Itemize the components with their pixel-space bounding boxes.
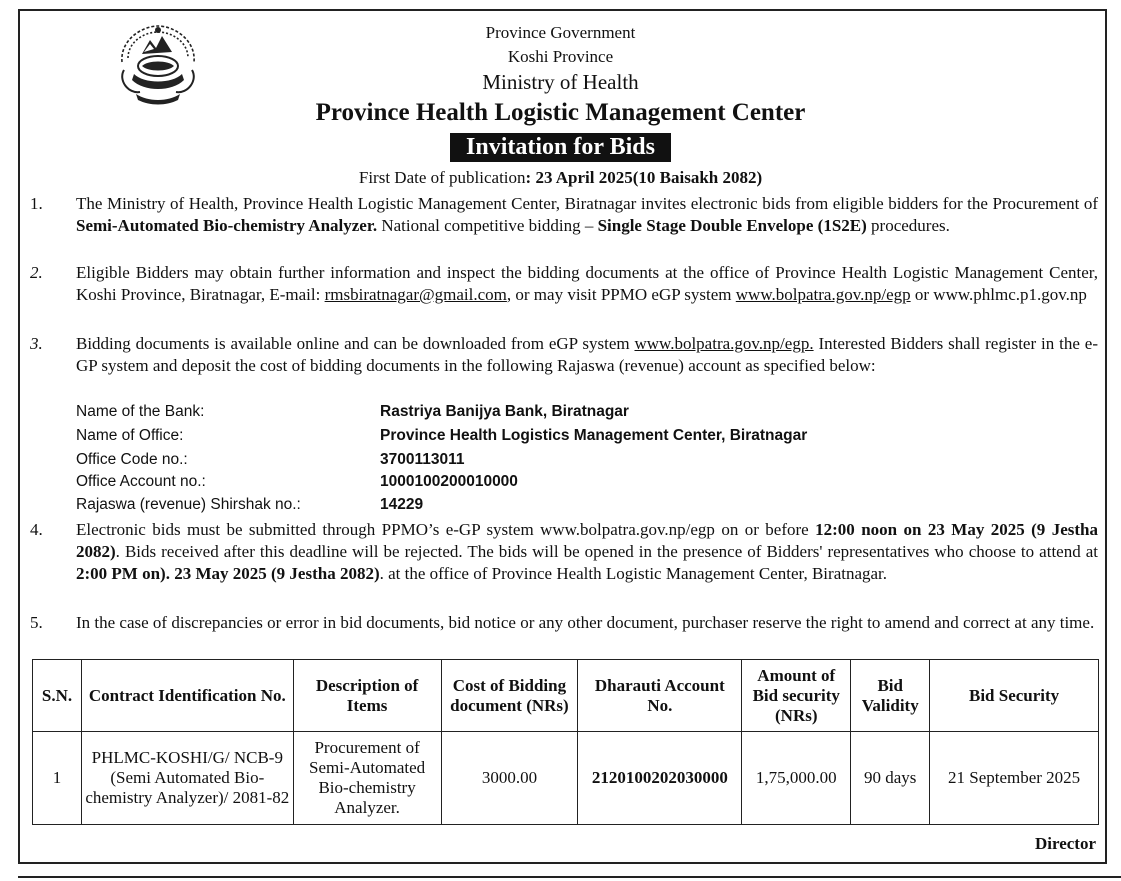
clause-bold: Semi-Automated Bio-chemistry Analyzer. bbox=[76, 216, 378, 235]
province-government-line: Province Government bbox=[485, 23, 636, 42]
shirshak-label: Rajaswa (revenue) Shirshak no.: bbox=[76, 496, 301, 513]
clause-text: The Ministry of Health, Province Health Logistic Management Center, Biratnagar invites electronic bids from eligible bidders for the Procurement of bbox=[76, 194, 1098, 213]
bids-table bbox=[32, 659, 1099, 825]
signature-director: Director bbox=[1034, 834, 1096, 853]
pub-label: First Date of publication bbox=[358, 168, 526, 187]
table-cell: Procurement of Semi-Automated Bio-chemistry Analyzer. bbox=[293, 732, 441, 825]
office-name-value: Province Health Logistics Management Center, Biratnagar bbox=[380, 427, 808, 444]
bottom-rule bbox=[18, 876, 1121, 878]
email-link[interactable]: rmsbiratnagar@gmail.com bbox=[324, 285, 507, 304]
clause-1 bbox=[30, 193, 1098, 237]
clause-text: procedures. bbox=[866, 216, 950, 235]
province-line: Koshi Province bbox=[507, 47, 614, 66]
col-header: Description of Items bbox=[293, 660, 441, 732]
clause-text: National competitive bidding – bbox=[377, 216, 598, 235]
clause-number: 1. bbox=[30, 194, 43, 213]
office-code-label: Office Code no.: bbox=[76, 451, 188, 468]
office-name-label: Name of Office: bbox=[76, 427, 184, 444]
table-cell: 2120100202030000 bbox=[578, 732, 742, 825]
table-cell: 90 days bbox=[851, 732, 930, 825]
clause-text: Bidding documents is available online and can be downloaded from eGP system bbox=[76, 334, 635, 353]
clause-text: Electronic bids must be submitted through PPMO’s e-GP system www.bolpatra.gov.np/egp on or before bbox=[76, 520, 816, 539]
col-header: Amount of Bid security (NRs) bbox=[742, 660, 851, 732]
pub-value: : 23 April 2025(10 Baisakh 2082) bbox=[525, 168, 763, 187]
clause-text: Interested Bidders shall register in the e-GP system and deposit the cost of bidding documents in the following Rajaswa (revenue) account as specified below: bbox=[76, 334, 1098, 375]
publication-date bbox=[0, 168, 1121, 188]
clause-text: . Bids received after this deadline will be rejected. The bids will be opened in the presence of Bidders' representatives who choose to attend at bbox=[115, 542, 1098, 561]
table-cell: 1,75,000.00 bbox=[742, 732, 851, 825]
clause-bold: 2:00 PM on). 23 May 2025 (9 Jestha 2082) bbox=[76, 564, 380, 583]
clause-bold: Single Stage Double Envelope (1S2E) bbox=[597, 216, 867, 235]
bank-name-label: Name of the Bank: bbox=[76, 403, 205, 420]
ministry-line: Ministry of Health bbox=[482, 70, 639, 94]
egp-link[interactable]: www.bolpatra.gov.np/egp bbox=[735, 285, 911, 304]
office-account-label: Office Account no.: bbox=[76, 473, 206, 490]
clause-text: , or may visit PPMO eGP system bbox=[506, 285, 736, 304]
col-header: Contract Identification No. bbox=[81, 660, 293, 732]
clause-text: Eligible Bidders may obtain further information and inspect the bidding documents at the office of Province Health Logistic Management Center, Koshi Province, Biratnagar, E-mail: bbox=[76, 263, 1098, 304]
shirshak-value: 14229 bbox=[380, 496, 424, 513]
clause-3 bbox=[30, 333, 1098, 377]
col-header: Bid Security bbox=[930, 660, 1099, 732]
clause-number: 5. bbox=[30, 613, 43, 632]
bank-name-value: Rastriya Banijya Bank, Biratnagar bbox=[380, 403, 629, 420]
clause-bold: 12:00 noon on 23 May 2025 (9 Jestha 2082) bbox=[76, 520, 1098, 561]
office-code-value: 3700113011 bbox=[380, 451, 465, 468]
clause-4 bbox=[30, 519, 1098, 585]
table-cell: 3000.00 bbox=[441, 732, 578, 825]
clause-number: 3. bbox=[30, 334, 43, 353]
center-title: Province Health Logistic Management Center bbox=[315, 99, 806, 126]
table-cell: 21 September 2025 bbox=[930, 732, 1099, 825]
col-header: Cost of Bidding document (NRs) bbox=[441, 660, 578, 732]
col-header: Bid Validity bbox=[851, 660, 930, 732]
clause-text: or www.phlmc.p1.gov.np bbox=[910, 285, 1087, 304]
office-account-value: 1000100200010000 bbox=[380, 473, 518, 490]
col-header: S.N. bbox=[33, 660, 82, 732]
table-cell: PHLMC-KOSHI/G/ NCB-9 (Semi Automated Bio-chemistry Analyzer)/ 2081-82 bbox=[81, 732, 293, 825]
table-row bbox=[33, 732, 1099, 825]
clause-5 bbox=[30, 612, 1098, 634]
clause-number: 4. bbox=[30, 520, 43, 539]
egp-link[interactable]: www.bolpatra.gov.np/egp. bbox=[634, 334, 814, 353]
clause-number: 2. bbox=[30, 263, 43, 282]
clause-2 bbox=[30, 262, 1098, 306]
invitation-banner: Invitation for Bids bbox=[450, 133, 671, 162]
table-header-row bbox=[33, 660, 1099, 732]
table-cell: 1 bbox=[33, 732, 82, 825]
clause-text: In the case of discrepancies or error in bid documents, bid notice or any other document, purchaser reserve the right to amend and correct at any time. bbox=[76, 613, 1095, 632]
col-header: Dharauti Account No. bbox=[578, 660, 742, 732]
clause-text: . at the office of Province Health Logistic Management Center, Biratnagar. bbox=[379, 564, 888, 583]
